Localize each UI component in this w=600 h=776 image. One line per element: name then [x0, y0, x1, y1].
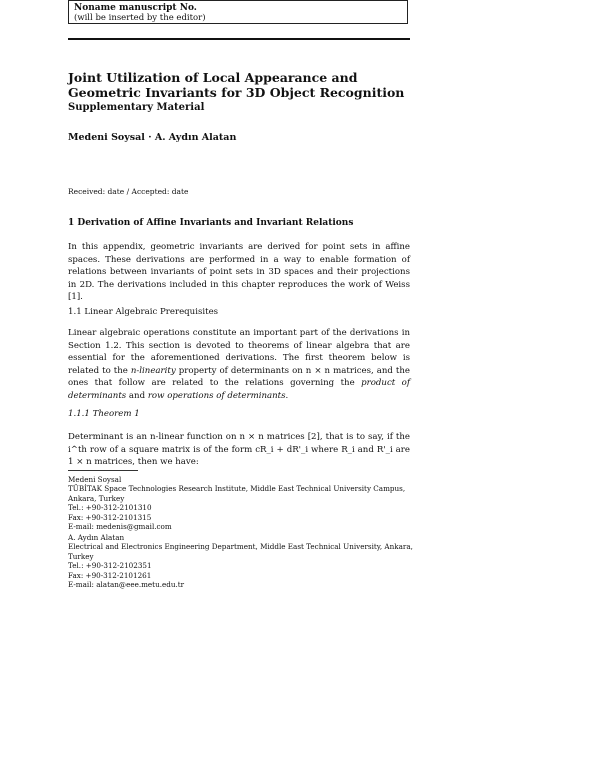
- affiliation-fax: Fax: +90-312-2101315: [68, 512, 152, 522]
- text-run: .: [285, 390, 289, 401]
- header-rule: [68, 38, 410, 40]
- theorem-paragraph: Determinant is an n-linear function on n × n matrices [2], that is to say, if the i^th row of a square matrix is of the form cR_i + dR'_i where R_i and R'_i are 1 × n matrices, then we have:: [68, 432, 410, 467]
- affiliation-name: Medeni Soysal: [68, 475, 122, 484]
- section-heading: 1 Derivation of Affine Invariants and Invariant Relations: [68, 218, 354, 228]
- affiliation-city: Turkey: [68, 551, 94, 561]
- text-run: property of determinants on n × n matrices, and the ones that follow are related to the relations governing the: [68, 365, 410, 388]
- affiliation-tel: Tel.: +90-312-2101310: [68, 503, 152, 513]
- editor-note: (will be inserted by the editor): [74, 13, 206, 23]
- affiliation-fax: Fax: +90-312-2101261: [68, 570, 152, 580]
- body-paragraph: In this appendix, geometric invariants are derived for point sets in affine spaces. These derivations are performed in a way to enable formation of relations between invariants of point sets in 3D spaces and their projections in 2D. The derivations included in this chapter reproduces the work of Weiss [1].: [68, 242, 410, 302]
- footnote-rule: [68, 470, 138, 471]
- emphasis-term: product of determinants: [68, 378, 410, 401]
- manuscript-label: Noname manuscript No.: [74, 3, 197, 13]
- affiliation-org: TÜBİTAK Space Technologies Research Institute, Middle East Technical University Campus,: [68, 484, 406, 494]
- theorem-heading: 1.1.1 Theorem 1: [68, 409, 140, 419]
- affiliation-name: A. Aydın Alatan: [68, 533, 125, 542]
- paper-subtitle: Supplementary Material: [68, 102, 205, 113]
- emphasis-term: row operations of determinants: [147, 390, 286, 401]
- text-run: and: [126, 390, 148, 401]
- affiliation-email: E-mail: medenis@gmail.com: [68, 522, 172, 532]
- subsection-heading: 1.1 Linear Algebraic Prerequisites: [68, 307, 219, 317]
- paper-title: Joint Utilization of Local Appearance and Geometric Invariants for 3D Object Recognition: [68, 70, 405, 100]
- received-date: Received: date / Accepted: date: [68, 187, 189, 196]
- emphasis-term: n-linearity: [130, 365, 176, 376]
- affiliation-tel: Tel.: +90-312-2102351: [68, 561, 152, 571]
- text-run: Linear algebraic operations constitute an important part of the derivations in Section 1.2. This section is devoted to theorems of linear algebra that are essential for the aforementioned derivations. The first theorem below is related to the: [68, 328, 410, 376]
- affiliation-block: [68, 475, 418, 531]
- affiliation-city: Ankara, Turkey: [68, 493, 125, 503]
- affiliation-email: E-mail: alatan@eee.metu.edu.tr: [68, 580, 185, 590]
- affiliation-org: Electrical and Electronics Engineering Department, Middle East Technical University, Ankara,: [68, 542, 413, 552]
- author-list: Medeni Soysal · A. Aydın Alatan: [68, 132, 237, 143]
- editor-note-box: [68, 0, 408, 24]
- affiliation-block: [68, 533, 418, 589]
- body-paragraph: [68, 327, 410, 402]
